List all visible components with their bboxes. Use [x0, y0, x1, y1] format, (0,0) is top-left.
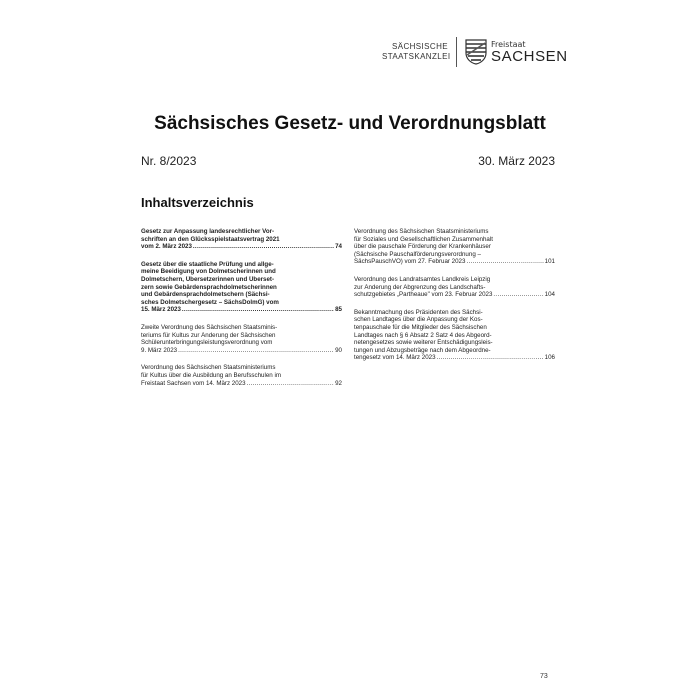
toc-entry-line: Dolmetschern, Übersetzerinnen und Überset- — [141, 275, 275, 283]
freistaat-label: Freistaat — [491, 40, 526, 49]
header-logo — [382, 36, 568, 68]
toc-entry-last-line — [141, 380, 342, 388]
logo-divider — [456, 37, 457, 67]
toc-entry-line: 15. März 2023 — [141, 306, 181, 314]
toc-entry[interactable] — [354, 276, 555, 299]
toc-entry-line: für Kultus über die Ausbildung an Berufsschulen im — [141, 371, 281, 379]
toc-entry-line: tengesetz vom 14. März 2023 — [354, 354, 436, 362]
toc-entry-last-line — [354, 354, 555, 362]
toc-entry-line: schutzgebietes „Partheaue" vom 23. Februar 2023 — [354, 291, 493, 299]
toc-entry[interactable] — [141, 228, 342, 251]
toc-page-number: 85 — [335, 306, 342, 314]
toc-entry-line: Verordnung des Landratsamtes Landkreis Leipzig — [354, 275, 491, 283]
toc-page-number: 104 — [544, 291, 555, 299]
toc-entry-line: Freistaat Sachsen vom 14. März 2023 — [141, 379, 246, 387]
toc-entry-line: Bekanntmachung des Präsidenten des Sächsi- — [354, 308, 483, 316]
dot-leader — [493, 291, 543, 299]
toc-entry-last-line — [141, 306, 342, 314]
toc-entry-line: schriften an den Glücksspielstaatsvertrag 2021 — [141, 235, 280, 243]
toc-entry-line: netengesetzes sowie weiterer Entschädigungsleis- — [354, 339, 493, 347]
toc-entry-line: zur Änderung der Abgrenzung des Landschafts- — [354, 283, 486, 291]
dot-leader — [466, 258, 543, 266]
issue-date: 30. März 2023 — [478, 154, 555, 168]
toc-entry[interactable] — [141, 324, 342, 354]
saxony-crest-icon — [465, 39, 487, 65]
toc-entry-line: vom 2. März 2023 — [141, 243, 192, 251]
issue-number: Nr. 8/2023 — [141, 154, 197, 168]
dot-leader — [182, 306, 334, 314]
toc-entry-last-line — [141, 347, 342, 355]
toc-entry-line: sches Dolmetschergesetz – SächsDolmG) vom — [141, 298, 279, 306]
toc-page-number: 92 — [335, 379, 342, 387]
toc-entry[interactable] — [141, 261, 342, 314]
toc-entry-line: (Sächsische Pauschalförderungsverordnung – — [354, 250, 481, 258]
toc-entry-line: teriums für Kultus zur Änderung der Sächsischen — [141, 331, 276, 339]
toc-entry[interactable] — [354, 228, 555, 266]
toc-entry-last-line — [141, 243, 342, 251]
toc-page-number: 101 — [544, 258, 555, 266]
sachsen-label: SACHSEN — [491, 48, 568, 65]
toc-page-number: 106 — [544, 354, 555, 362]
toc-entry-line: Zweite Verordnung des Sächsischen Staatsminis- — [141, 323, 278, 331]
kanzlei-line-1: SÄCHSISCHE — [391, 42, 448, 51]
toc-heading: Inhaltsverzeichnis — [141, 195, 254, 210]
toc-column-left — [141, 228, 342, 397]
toc-entry-last-line — [354, 291, 555, 299]
toc-entry[interactable] — [354, 309, 555, 362]
document-title: Sächsisches Gesetz- und Verordnungsblatt — [154, 113, 546, 134]
toc-entry-line: 9. März 2023 — [141, 346, 178, 354]
toc-page-number: 90 — [335, 346, 342, 354]
toc-entry-line: schen Landtages über die Anpassung der Kos- — [354, 316, 483, 324]
dot-leader — [437, 354, 544, 362]
toc-entry-line: Gesetz über die staatliche Prüfung und allge- — [141, 260, 274, 268]
toc-column-right — [354, 228, 555, 372]
toc-entry-line: Gesetz zur Anpassung landesrechtlicher Vor- — [141, 228, 275, 235]
kanzlei-line-2: STAATSKANZLEI — [382, 52, 451, 61]
page-number: 73 — [540, 673, 548, 680]
toc-entry-line: tenpauschale für die Mitglieder des Sächsischen — [354, 323, 487, 331]
toc-entry-line: zern sowie Gebärdensprachdolmetscherinnen — [141, 283, 277, 291]
dot-leader — [193, 243, 334, 251]
toc-entry-line: Verordnung des Sächsischen Staatsministeriums — [354, 228, 489, 235]
toc-entry-line: Landtages nach § 6 Absatz 2 Satz 4 des Abgeord- — [354, 331, 492, 339]
toc-entry-line: SächsPauschVO) vom 27. Februar 2023 — [354, 258, 466, 266]
dot-leader — [178, 347, 334, 355]
toc-entry-line: Verordnung des Sächsischen Staatsministeriums — [141, 364, 276, 372]
toc-entry-line: meine Beeidigung von Dolmetscherinnen und — [141, 268, 276, 276]
toc-page-number: 74 — [335, 243, 342, 251]
toc-entry[interactable] — [141, 364, 342, 387]
toc-entry-last-line — [354, 258, 555, 266]
dot-leader — [247, 380, 335, 388]
toc-entry-line: tungen und Abzugsbeträge nach dem Abgeordne- — [354, 346, 491, 354]
staatskanzlei-wordmark — [382, 42, 451, 62]
toc-entry-line: für Soziales und Gesellschaftlichen Zusammenhalt — [354, 235, 493, 243]
toc-entry-line: und Gebärdensprachdolmetschern (Sächsi- — [141, 291, 270, 299]
toc-entry-line: über die pauschale Förderung der Krankenhäuser — [354, 243, 491, 251]
toc-entry-line: Schülerunterbringungsleistungsverordnung vom — [141, 339, 273, 347]
